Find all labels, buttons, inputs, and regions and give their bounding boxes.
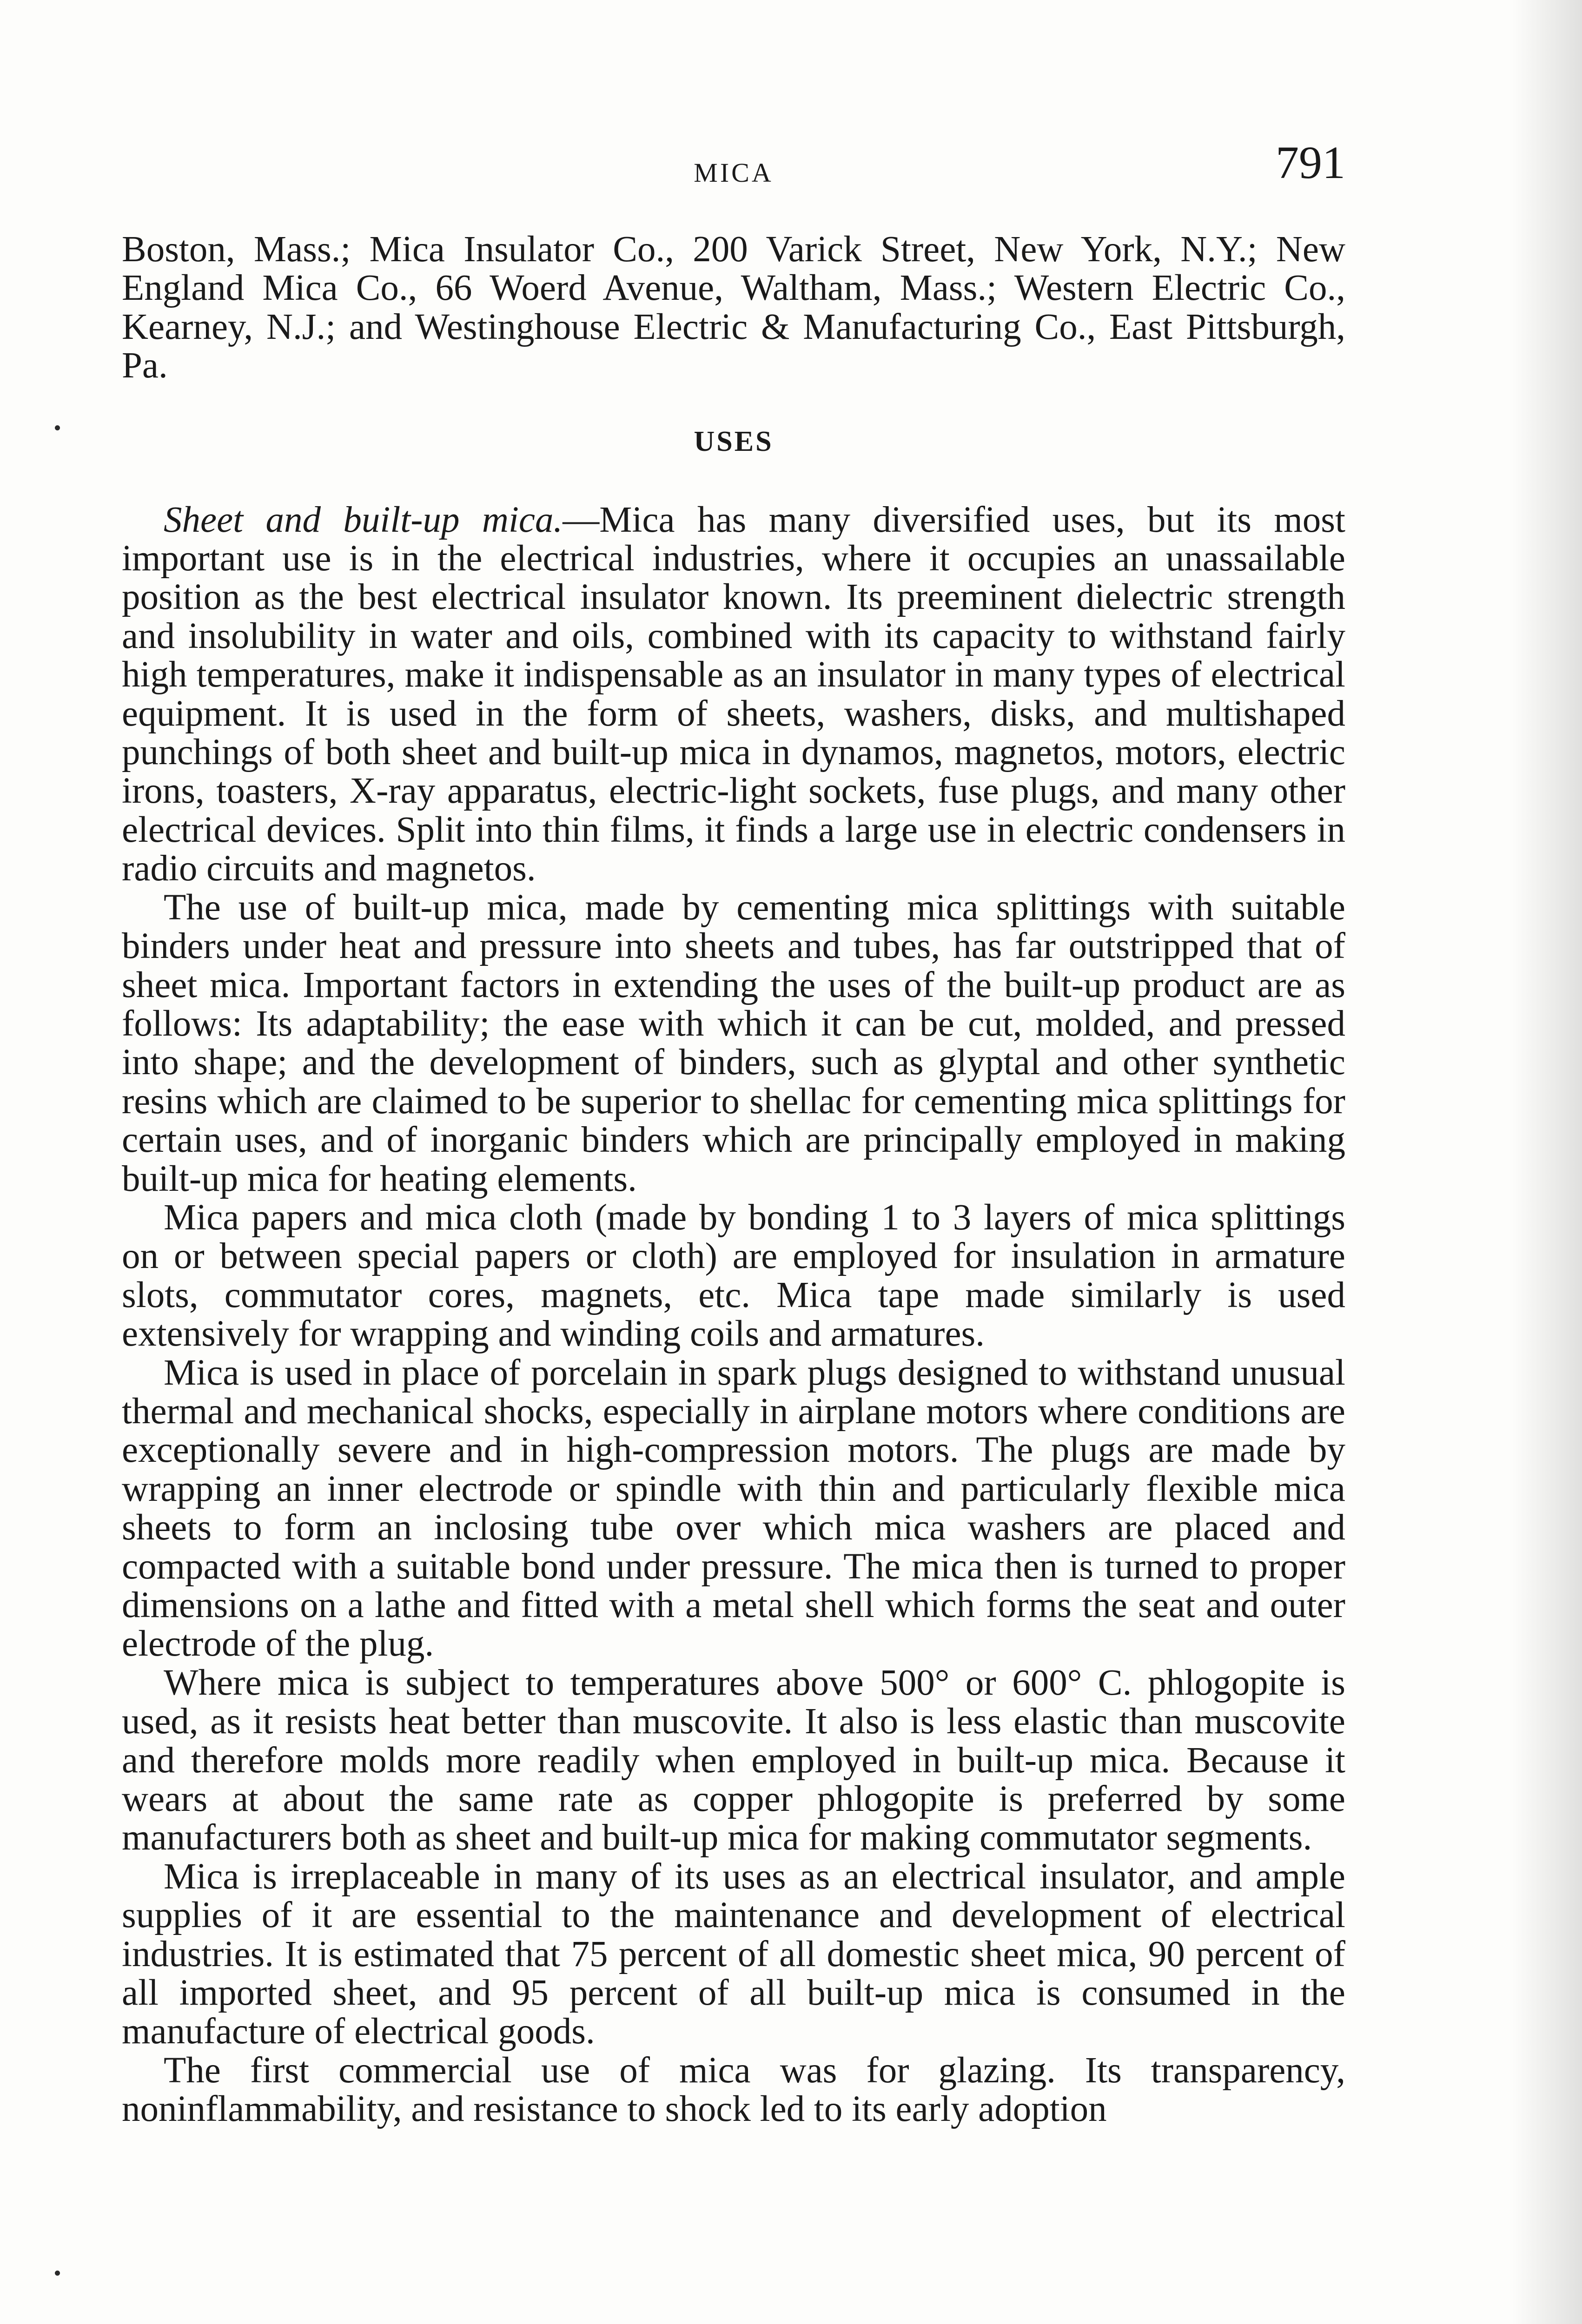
paragraph-glazing: The first commercial use of mica was for glazing. Its transparency, noninflammability, and resistance to shock led to its early adoption (122, 2050, 1345, 2130)
page-header (122, 139, 1345, 200)
continuation-paragraph: Boston, Mass.; Mica Insulator Co., 200 Varick Street, New York, N.Y.; New England Mica Co., 66 Woerd Avenue, Waltham, Mass.; Western Electric Co., Kearney, N.J.; and Westinghouse Electric & Manufacturing Co., East Pittsburgh, Pa. (122, 229, 1345, 386)
paragraph-spark-plugs: Mica is used in place of porcelain in spark plugs designed to withstand unusual thermal and mechanical shocks, especially in airplane motors where conditions are exceptionally severe and in high-compression motors. The plugs are made by wrapping an inner electrode or spindle with thin and particularly flexible mica sheets to form an inclosing tube over which mica washers are placed and compacted with a suitable bond under pressure. The mica then is turned to proper dimensions on a lathe and fitted with a metal shell which forms the seat and outer electrode of the plug. (122, 1352, 1345, 1664)
paragraph-built-up-mica: The use of built-up mica, made by cementing mica splittings with suitable binders under heat and pressure into sheets and tubes, has far outstripped that of sheet mica. Important factors in extending the uses of the built-up product are as follows: Its adaptability; the ease with which it can be cut, molded, and pressed into shape; and the development of binders, such as glyptal and other synthetic resins which are claimed to be superior to shellac for cementing mica splittings for certain uses, and of inorganic binders which are principally employed in making built-up mica for heating elements. (122, 887, 1345, 1199)
paragraph-sheet-and-built-up-mica (122, 501, 1345, 888)
run-in-heading: Sheet and built-up mica. (164, 499, 563, 540)
running-head: MICA (694, 158, 774, 188)
paragraph-phlogopite: Where mica is subject to temperatures above 500° or 600° C. phlogopite is used, as it resists heat better than muscovite. It also is less elastic than muscovite and therefore molds more readily when employed in built-up mica. Because it wears at about the same rate as copper phlogopite is preferred by some manufacturers both as sheet and built-up mica for making commutator segments. (122, 1662, 1345, 1858)
paragraph-electrical-insulator: Mica is irreplaceable in many of its uses as an electrical insulator, and ample supplies of it are essential to the maintenance and development of electrical industries. It is estimated that 75 percent of all domestic sheet mica, 90 percent of all imported sheet, and 95 percent of all built-up mica is consumed in the manufacture of electrical goods. (122, 1856, 1345, 2052)
scan-edge-shadow (1512, 0, 1582, 2324)
margin-dot-mark (55, 425, 60, 430)
paragraph-text: —Mica has many diversified uses, but its most important use is in the electrical industries, where it occupies an unassailable position as the best electrical insulator known. Its preeminent dielectric strength and insolubility in water and oils, combined with its capacity to withstand fairly high temperatures, make it indispensable as an insulator in many types of electrical equipment. It is used in the form of sheets, washers, disks, and multishaped punchings of both sheet and built-up mica in dynamos, magnetos, motors, electric irons, toasters, X-ray apparatus, electric-light sockets, fuse plugs, and many other electrical devices. Split into thin films, it finds a large use in electric condensers in radio circuits and magnetos. (122, 499, 1345, 889)
body-text (122, 230, 1345, 2129)
margin-dot-mark (55, 2271, 60, 2276)
page-number: 791 (1276, 137, 1345, 188)
section-heading: USES (694, 425, 774, 457)
paragraph-mica-papers: Mica papers and mica cloth (made by bonding 1 to 3 layers of mica splittings on or between special papers or cloth) are employed for insulation in armature slots, commutator cores, magnets, etc. Mica tape made similarly is used extensively for wrapping and winding coils and armatures. (122, 1197, 1345, 1354)
